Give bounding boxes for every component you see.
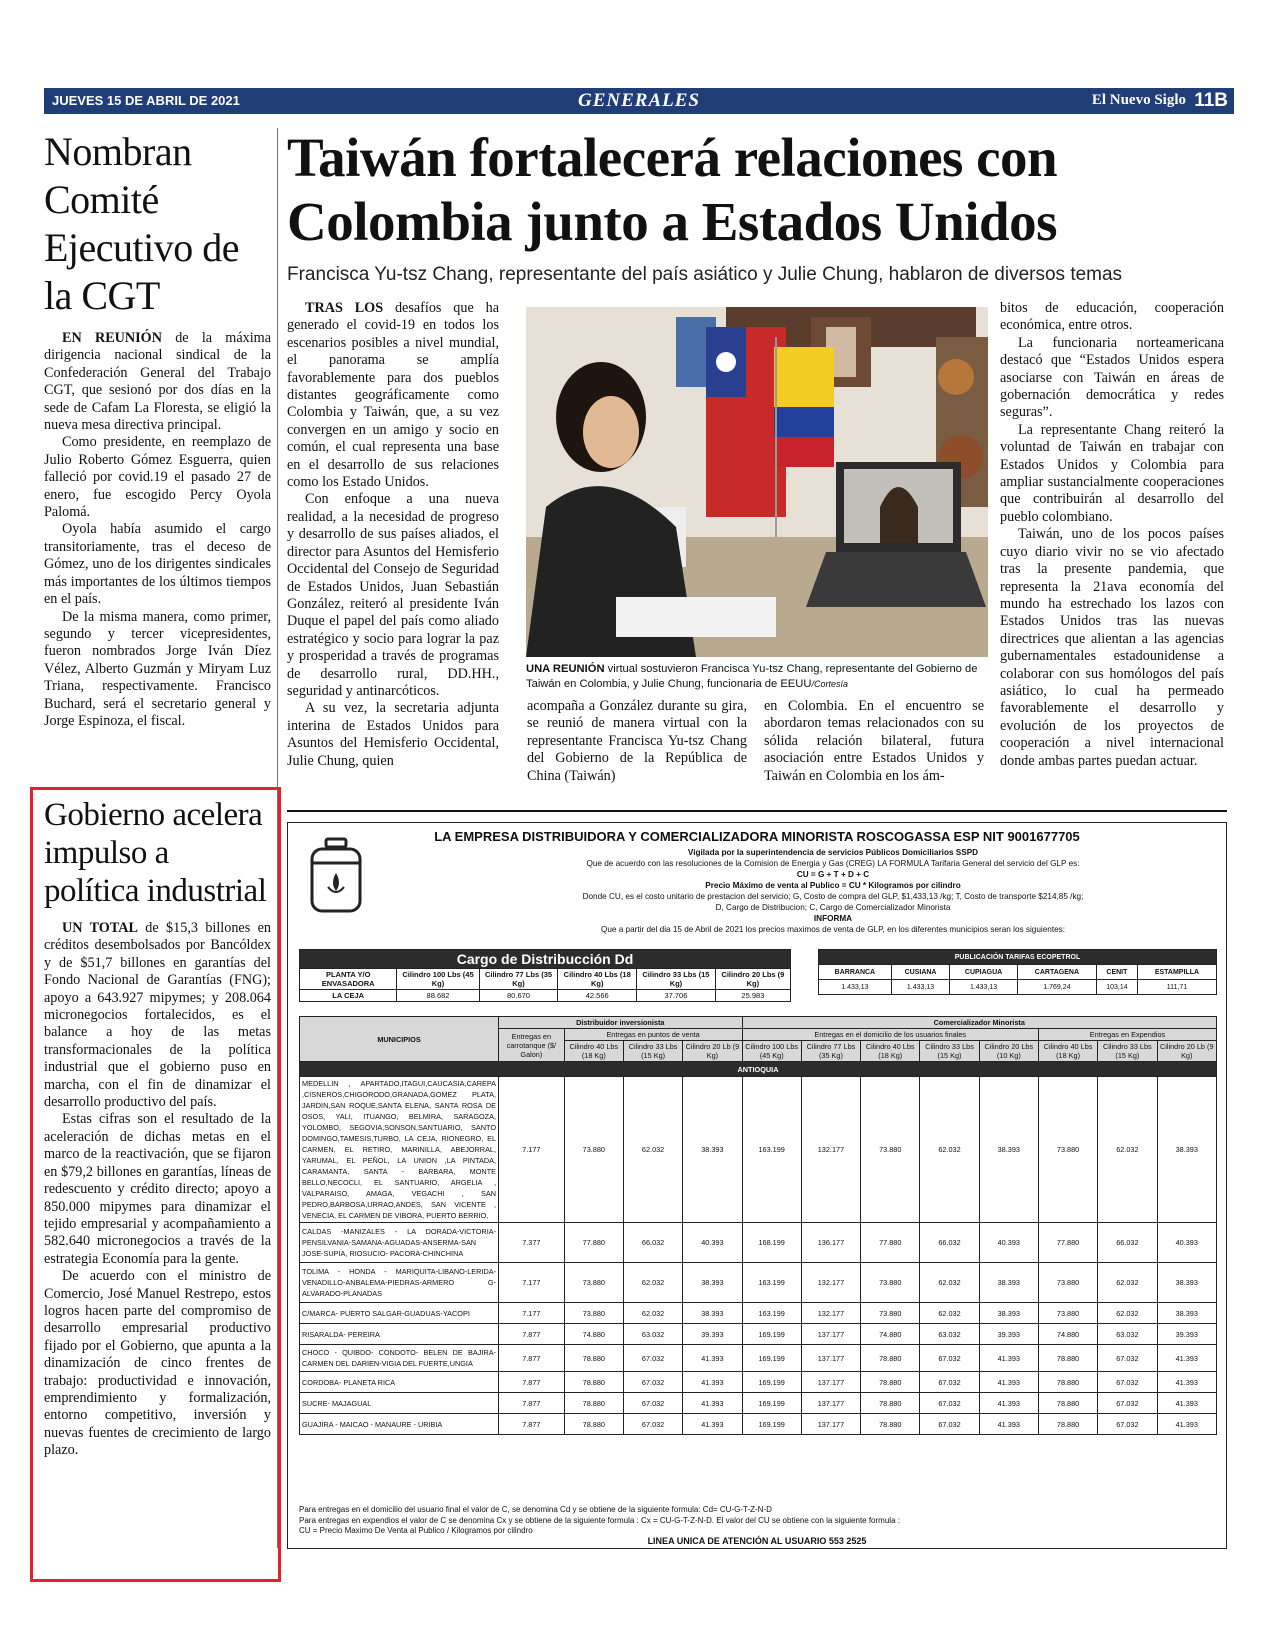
meeting-photo-illustration [526, 307, 988, 657]
price-cell: 39.393 [1157, 1324, 1217, 1345]
table-title: PUBLICACIÓN TARIFAS ECOPETROL [819, 950, 1217, 965]
municipality-cell: MEDELLIN , APARTADO,ITAGUI,CAUCASIA,CAREPA ,CISNEROS,CHIGORODO,GRANADA,GOMEZ PLATA, JARDIN,SAN ROQUE,SANTA ELENA, SANTA ROSA DE OSOS, YALI, ITUANGO, BELMIRA, SARAGOZA, YOLOMBO, SEGOVIA,SONSON,SANTUARIO, SANTO DOMINGO,TAMESIS,TURBO, LA CEJA, RIONEGRO, EL CARMEN, EL RETIRO, MARINILLA, ABEJORRAL, YARUMAL, EL PEÑOL, LA UNION ,LA PINTADA, CARAMANTA, SANTA - BARBARA, MONTE BELLO,NECOCLI, EL SANTUARIO, ARGELIA , VALPARAISO, AMAGA, VEGACHI , SAN PEDRO,BARBOSA,URRAO,ANDES, SAN VICENTE , VENECIA, EL CARMEN DE VIBORA, PUERTO BERRIO, [300, 1077, 499, 1223]
table-row [300, 1303, 1217, 1324]
notice-line: Que a partir del dia 15 de Abril de 2021 los precios maximos de venta de GLP, en los diferentes municipios seran los siguientes: [600, 925, 1066, 934]
price-cell: 7.877 [499, 1414, 565, 1435]
table-row [300, 1414, 1217, 1435]
paragraph: desafíos que ha generado el covid-19 en todos los escenarios posibles a nivel mundial, el panorama se amplía favorablemente para dos pueblos distantes geográficamente como Colombia y Taiwán, que, a su vez convergen en un amigo y socio en común, el cual representa una base en el desarrollo de sus relaciones como los Estado Unidos. [287, 300, 500, 491]
page-number: 11B [1194, 90, 1228, 111]
price-cell: 41.393 [979, 1414, 1038, 1435]
price-cell: 7.877 [499, 1324, 565, 1345]
customer-service-line: LINEA UNICA DE ATENCIÓN AL USUARIO 553 2525 [647, 1536, 867, 1546]
price-cell: 137.177 [801, 1324, 860, 1345]
price-cell: 40.393 [1157, 1223, 1217, 1263]
price-cell: 77.880 [564, 1223, 623, 1263]
table-row [300, 1077, 1217, 1223]
lead-word: EN REUNIÓN [62, 330, 162, 346]
price-cell: 7.377 [499, 1223, 565, 1263]
price-cell: 39.393 [979, 1324, 1038, 1345]
table-cell: 111,71 [1137, 980, 1216, 995]
formula-line: CU = G + T + D + C [796, 870, 870, 879]
paragraph: acompaña a González durante su gira, se reunió de manera virtual con la representante Francisca Yu-tsz Chang del Gobierno de la República de China (Taiwán) [527, 698, 747, 784]
lead-word: TRAS LOS [305, 300, 384, 316]
column-header: Cilindro 40 Lbs (18 Kg) [1038, 1041, 1097, 1062]
price-cell: 78.880 [564, 1393, 623, 1414]
price-cell: 73.880 [564, 1263, 623, 1303]
price-cell: 62.032 [1098, 1263, 1157, 1303]
table-header-row [300, 969, 791, 990]
price-cell: 136.177 [801, 1223, 860, 1263]
column-header: Cilindro 40 Lbs (18 Kg) [861, 1041, 920, 1062]
column-header: ESTAMPILLA [1137, 965, 1216, 980]
price-cell: 38.393 [979, 1077, 1038, 1223]
main-subhead: Francisca Yu-tsz Chang, representante del país asiático y Julie Chung, hablaron de diversos temas [287, 264, 1123, 285]
column-header: Cilindro 77 Lbs (35 Kg) [479, 969, 558, 990]
price-cell: 137.177 [801, 1345, 860, 1372]
column-header: Cilindro 40 Lbs (18 Kg) [564, 1041, 623, 1062]
price-cell: 62.032 [1098, 1077, 1157, 1223]
price-cell: 38.393 [1157, 1077, 1217, 1223]
section-rule [287, 810, 1227, 812]
price-cell: 62.032 [623, 1263, 682, 1303]
price-cell: 38.393 [683, 1303, 742, 1324]
price-cell: 78.880 [1038, 1372, 1097, 1393]
price-cell: 78.880 [861, 1414, 920, 1435]
price-cell: 41.393 [1157, 1414, 1217, 1435]
table-row [819, 980, 1217, 995]
price-cell: 77.880 [861, 1223, 920, 1263]
gas-tariff-notice [287, 822, 1227, 1549]
photo-credit: /Cortesía [811, 679, 848, 689]
price-cell: 67.032 [1098, 1345, 1157, 1372]
table-cell: 1.433,13 [891, 980, 949, 995]
price-cell: 7.877 [499, 1345, 565, 1372]
table-cell: 103,14 [1096, 980, 1137, 995]
paragraph: Como presidente, en reemplazo de Julio Roberto Gómez Esguerra, quien falleció por covid.19 el pasado 27 de enero, fue escogido Percy Oyola Palomá. [44, 434, 271, 521]
lead-word: UN TOTAL [62, 920, 138, 936]
notice-title: LA EMPRESA DISTRIBUIDORA Y COMERCIALIZADORA MINORISTA ROSCOGASSA ESP NIT 9001677705 [434, 829, 1080, 844]
column-header: Cilindro 33 Lbs (15 Kg) [1098, 1041, 1157, 1062]
price-cell: 169.199 [742, 1414, 801, 1435]
main-column-2 [527, 698, 747, 785]
price-cell: 67.032 [623, 1393, 682, 1414]
table-row [300, 1393, 1217, 1414]
paragraph: bitos de educación, cooperación económica, entre otros. [1000, 300, 1224, 334]
table-row [300, 1263, 1217, 1303]
price-cell: 63.032 [1098, 1324, 1157, 1345]
price-cell: 38.393 [683, 1077, 742, 1223]
price-cell: 132.177 [801, 1263, 860, 1303]
paragraph: De la misma manera, como primer, segundo y tercer vicepresidentes, fueron nombrados Jorge Iván Díez Vélez, Alberto Guzmán y Miryam Luz Triana, respectivamente. Francisco Buchard, será el secretario general y Jorge Espinoza, el fiscal. [44, 608, 271, 729]
notice-footnotes [299, 1505, 1217, 1537]
column-header: Cilindro 20 Lbs (10 Kg) [979, 1041, 1038, 1062]
paragraph: A su vez, la secretaria adjunta interina de Estados Unidos para Asuntos del Hemisferio Occidental, Julie Chung, quien [287, 700, 499, 769]
story-cgt [44, 128, 271, 730]
price-cell: 169.199 [742, 1372, 801, 1393]
column-header: CARTAGENA [1017, 965, 1096, 980]
price-cell: 67.032 [920, 1372, 979, 1393]
table-row [300, 1345, 1217, 1372]
price-cell: 169.199 [742, 1324, 801, 1345]
section-name: GENERALES [578, 90, 700, 111]
price-cell: 38.393 [1157, 1303, 1217, 1324]
table-row [300, 1223, 1217, 1263]
price-cell: 41.393 [683, 1345, 742, 1372]
price-cell: 67.032 [1098, 1414, 1157, 1435]
column-header: BARRANCA [819, 965, 892, 980]
notice-line: Donde CU, es el costo unitario de prestacion del servicio; G, Costo de compra del GLP, $1,433,13 /kg; T, Costo de transporte $214,85 /kg; [582, 892, 1084, 901]
caption-text: virtual sostuvieron Francisca Yu-tsz Chang, representante del Gobierno de Taiwán en Colombia, y Julie Chung, funcionaria de EEUU [526, 663, 978, 690]
column-header: Entregas en carrotanque ($/ Galon) [499, 1029, 565, 1062]
price-cell: 67.032 [1098, 1372, 1157, 1393]
story-cgt-body [44, 330, 271, 730]
price-cell: 73.880 [861, 1303, 920, 1324]
ecopetrol-tariff-table [818, 949, 1217, 995]
price-cell: 7.877 [499, 1393, 565, 1414]
region-row [300, 1062, 1217, 1077]
price-cell: 7.877 [499, 1372, 565, 1393]
column-header: Cilindro 33 Lbs (15 Kg) [920, 1041, 979, 1062]
column-header: Cilindro 20 Lb (9 Kg) [1157, 1041, 1217, 1062]
story-industrial-body [44, 920, 271, 1460]
price-cell: 78.880 [1038, 1393, 1097, 1414]
caption-lead: UNA REUNIÓN [526, 663, 605, 675]
price-cell: 62.032 [623, 1303, 682, 1324]
price-cell: 78.880 [861, 1372, 920, 1393]
price-cell: 41.393 [683, 1372, 742, 1393]
municipality-cell: CALDAS -MANIZALES - LA DORADA-VICTORIA-PENSILVANIA-SAMANA-AGUADAS-ANSERMA-SAN JOSE-SUPIA, RIOSUCIO- PACORA-CHINCHINA [300, 1223, 499, 1263]
price-cell: 62.032 [920, 1303, 979, 1324]
price-cell: 67.032 [623, 1372, 682, 1393]
paragraph: Oyola había asumido el cargo transitoriamente, tras el deceso de Gómez, uno de los dirigentes sindicales más importantes de los últimos tiempos en el país. [44, 521, 271, 608]
distribution-charge-table [299, 949, 791, 1002]
price-cell: 7.177 [499, 1263, 565, 1303]
table-cell: 80.670 [479, 990, 558, 1002]
municipal-price-table [299, 1016, 1217, 1435]
price-cell: 62.032 [1098, 1303, 1157, 1324]
price-cell: 41.393 [1157, 1393, 1217, 1414]
meeting-photo [526, 307, 988, 657]
table-cell: 88.682 [397, 990, 479, 1002]
paragraph: La funcionaria norteamericana destacó que “Estados Unidos espera asociarse con Taiwán en áreas de gobernación democrática y redes seguras”. [1000, 334, 1224, 421]
price-cell: 67.032 [920, 1414, 979, 1435]
municipality-cell: TOLIMA - HONDA - MARIQUITA-LIBANO-LERIDA-VENADILLO-ANBALEMA-PIEDRAS-ARMERO G-ALVARADO-PLANADAS [300, 1263, 499, 1303]
price-cell: 67.032 [920, 1393, 979, 1414]
column-header: CENIT [1096, 965, 1137, 980]
municipality-cell: RISARALDA- PEREIRA [300, 1324, 499, 1345]
price-cell: 74.880 [1038, 1324, 1097, 1345]
story-industrial-headline: Gobierno acelera impulso a política industrial [44, 797, 267, 909]
group-header: Comercializador Minorista [742, 1017, 1216, 1029]
price-cell: 41.393 [1157, 1345, 1217, 1372]
price-cell: 67.032 [920, 1345, 979, 1372]
paragraph: La representante Chang reiteró la voluntad de Taiwán en trabajar con Estados Unidos y Colombia para ampliar sustancialmente cooperaciones que contribuirán al desarrollo del pueblo colombiano. [1000, 421, 1224, 525]
column-header: CUPIAGUA [950, 965, 1018, 980]
table-row [300, 1372, 1217, 1393]
column-header: PLANTA Y/O ENVASADORA [300, 969, 397, 990]
price-cell: 74.880 [564, 1324, 623, 1345]
paragraph: Estas cifras son el resultado de la aceleración de dichas metas en el marco de la reactivación, que se fijaron en $79,2 billones en garantías, líneas de redescuento y crédito directo; apoyo a 850.000 mipymes para dinamizar el tejido empresarial y acompañamiento a 582.640 micronegocios a través de la estrategia Economía para la gente. [44, 1111, 271, 1267]
notice-line: INFORMA [813, 914, 853, 923]
price-cell: 41.393 [979, 1345, 1038, 1372]
column-header: Cilindro 40 Lbs (18 Kg) [558, 969, 637, 990]
group-header: Entregas en Expendios [1038, 1029, 1216, 1041]
gas-cylinder-icon [306, 837, 366, 922]
photo-caption [526, 662, 988, 692]
table-cell: LA CEJA [300, 990, 397, 1002]
price-cell: 7.177 [499, 1303, 565, 1324]
price-cell: 38.393 [979, 1263, 1038, 1303]
price-cell: 78.880 [564, 1414, 623, 1435]
notice-line: D, Cargo de Distribucion; C, Cargo de Comercializador Minorista [715, 903, 951, 912]
price-cell: 78.880 [861, 1393, 920, 1414]
price-cell: 73.880 [861, 1263, 920, 1303]
price-cell: 66.032 [623, 1223, 682, 1263]
price-cell: 73.880 [1038, 1077, 1097, 1223]
table-header-row [819, 965, 1217, 980]
main-column-3 [764, 698, 984, 785]
price-cell: 169.199 [742, 1345, 801, 1372]
municipality-cell: C/MARCA- PUERTO SALGAR-GUADUAS-YACOPI [300, 1303, 499, 1324]
municipality-cell: CHOCO - QUIBDO- CONDOTO- BELEN DE BAJIRA-CARMEN DEL DARIEN-VIGIA DEL FUERTE,UNGIA [300, 1345, 499, 1372]
group-header: Distribuidor inversionista [499, 1017, 743, 1029]
issue-date: JUEVES 15 DE ABRIL DE 2021 [52, 93, 240, 108]
price-cell: 39.393 [683, 1324, 742, 1345]
table-row [300, 1324, 1217, 1345]
price-cell: 73.880 [564, 1303, 623, 1324]
price-cell: 67.032 [623, 1345, 682, 1372]
municipality-cell: GUAJIRA - MAICAO - MANAURE - URIBIA [300, 1414, 499, 1435]
price-cell: 41.393 [979, 1372, 1038, 1393]
column-header: CUSIANA [891, 965, 949, 980]
price-cell: 132.177 [801, 1077, 860, 1223]
price-cell: 38.393 [1157, 1263, 1217, 1303]
column-header: Cilindro 20 Lbs (9 Kg) [715, 969, 790, 990]
footnote: Para entregas en el domicilio del usuario final el valor de C, se denomina Cd y se obtiene de la siguiente formula: Cd= CU-G-T-Z-N-D [299, 1505, 772, 1514]
price-cell: 38.393 [683, 1263, 742, 1303]
masthead [44, 88, 1234, 114]
price-cell: 62.032 [920, 1263, 979, 1303]
price-cell: 41.393 [683, 1393, 742, 1414]
column-header: Cilindro 100 Lbs (45 Kg) [397, 969, 479, 990]
table-cell: 1.433,13 [950, 980, 1018, 995]
group-header: Entregas en puntos de venta [564, 1029, 742, 1041]
main-headline: Taiwán fortalecerá relaciones con Colombia junto a Estados Unidos [287, 127, 1058, 252]
main-column-1 [287, 300, 499, 770]
price-cell: 40.393 [683, 1223, 742, 1263]
price-cell: 41.393 [683, 1414, 742, 1435]
paragraph: de $15,3 billones en créditos desembolsados por Bancóldex y de $51,7 billones en garantías del Fondo Nacional de Garantías (FNG); apoyo a 643.927 mipymes; y 208.064 micronegocios fortalecidos, es el balance a hoy de las metas transformacionales de la política industrial que el gobierno puso en marcha, con el fin de dinamizar el desarrollo productivo del país. [44, 920, 271, 1111]
paragraph: Taiwán, uno de los pocos países cuyo diario vivir no se vio afectado tras la presente pandemia, que representa la 21ava economía del mundo ha estrechado los lazos con Estados Unidos tras las nuevas directrices que alientan a las agencias gubernamentales estadounidense a colaborar con sus homólogos del país asiático, lo cual ha permeado favorablemente el desarrollo y evolución de los proyectos de cooperación a nivel internacional donde ambas partes puedan actuar. [1000, 526, 1224, 769]
price-cell: 73.880 [861, 1077, 920, 1223]
municipality-cell: SUCRE- MAJAGUAL [300, 1393, 499, 1414]
price-cell: 66.032 [920, 1223, 979, 1263]
price-cell: 38.393 [979, 1303, 1038, 1324]
price-cell: 73.880 [1038, 1303, 1097, 1324]
main-column-4 [1000, 300, 1224, 770]
price-cell: 163.199 [742, 1077, 801, 1223]
price-cell: 137.177 [801, 1393, 860, 1414]
price-cell: 63.032 [920, 1324, 979, 1345]
table-cell: 1.769,24 [1017, 980, 1096, 995]
paragraph: De acuerdo con el ministro de Comercio, José Manuel Restrepo, estos logros hacen parte del compromiso de desarrollo empresarial productivo fijado por el Gobierno, que apunta a la dinamización de cinco frentes de trabajo: productividad e innovación, emprendimiento y formalización, entorno competitivo, inversión y nuevas fuentes de crecimiento de largo plazo. [44, 1268, 271, 1459]
price-cell: 163.199 [742, 1263, 801, 1303]
newspaper-name: El Nuevo Siglo [1091, 92, 1186, 108]
notice-line: Precio Máximo de venta al Publico = CU * Kilogramos por cilindro [705, 881, 961, 890]
price-cell: 169.199 [742, 1393, 801, 1414]
municipality-cell: CORDOBA- PLANETA RICA [300, 1372, 499, 1393]
table-title: Cargo de Distribucción Dd [300, 950, 791, 969]
price-cell: 73.880 [564, 1077, 623, 1223]
column-header: Cilindro 77 Lbs (35 Kg) [801, 1041, 860, 1062]
story-industrial [44, 796, 271, 1460]
paragraph: en Colombia. En el encuentro se abordaron temas relacionados con su sólida relación bilateral, futura asociación entre Estados Unidos y Taiwán en Colombia en los ám- [764, 698, 984, 784]
price-cell: 73.880 [1038, 1263, 1097, 1303]
region-label: ANTIOQUIA [300, 1062, 1217, 1077]
price-cell: 132.177 [801, 1303, 860, 1324]
price-cell: 7.177 [499, 1077, 565, 1223]
price-cell: 168.199 [742, 1223, 801, 1263]
table-cell: 37.706 [637, 990, 716, 1002]
table-cell: 42.566 [558, 990, 637, 1002]
column-header: Cilindro 100 Lbs (45 Kg) [742, 1041, 801, 1062]
notice-line: Vigilada por la superintendencia de servicios Públicos Domiciliarios SSPD [687, 848, 979, 857]
price-cell: 66.032 [1098, 1223, 1157, 1263]
paragraph: Con enfoque a una nueva realidad, a la necesidad de progreso y desarrollo de sus países aliados, el director para Asuntos del Hemisferio Occidental del Consejo de Seguridad de Estados Unidos, Juan Sebastián González, reiteró al presidente Iván Duque el papel del país como aliado estratégico y socio para lograr la paz y prosperidad a través de programas de desarrollo rural, DD.HH., seguridad y antinarcóticos. [287, 491, 499, 699]
footnote: Para entregas en expendios el valor de C se denomina Cx y se obtiene de la siguiente formula : Cx = CU-G-T-Z-N-D. El valor del CU se obtiene con la siguiente formula : [299, 1515, 900, 1525]
price-cell: 137.177 [801, 1414, 860, 1435]
price-cell: 67.032 [623, 1414, 682, 1435]
paragraph: de la máxima dirigencia nacional sindical de la Confederación General del Trabajo CGT, que sesionó por dos días en la sede de Cafam La Floresta, se eligió la nueva mesa directiva principal. [44, 330, 271, 434]
column-header: Cilindro 20 Lb (9 Kg) [683, 1041, 742, 1062]
notice-line: Que de acuerdo con las resoluciones de la Comision de Energia y Gas (CREG) LA FORMULA Tarifaria General del servicio del GLP es: [586, 859, 1080, 868]
price-cell: 74.880 [861, 1324, 920, 1345]
footnote: CU = Precio Maximo De Venta al Publico / Kilogramos por cilindro [299, 1526, 533, 1535]
price-cell: 62.032 [623, 1077, 682, 1223]
price-cell: 41.393 [1157, 1372, 1217, 1393]
price-cell: 41.393 [979, 1393, 1038, 1414]
group-header: Entregas en el domicilio de los usuarios finales [742, 1029, 1038, 1041]
price-cell: 78.880 [1038, 1414, 1097, 1435]
story-cgt-headline: Nombran Comité Ejecutivo de la CGT [44, 129, 240, 318]
price-cell: 77.880 [1038, 1223, 1097, 1263]
price-cell: 78.880 [1038, 1345, 1097, 1372]
column-header: Cilindro 33 Lbs (15 Kg) [637, 969, 716, 990]
price-cell: 40.393 [979, 1223, 1038, 1263]
price-cell: 78.880 [564, 1345, 623, 1372]
price-cell: 163.199 [742, 1303, 801, 1324]
price-cell: 62.032 [920, 1077, 979, 1223]
column-header: Cilindro 33 Lbs (15 Kg) [623, 1041, 682, 1062]
price-cell: 63.032 [623, 1324, 682, 1345]
table-cell: 1.433,13 [819, 980, 892, 995]
price-cell: 67.032 [1098, 1393, 1157, 1414]
column-header: MUNICIPIOS [300, 1017, 499, 1062]
table-cell: 25.983 [715, 990, 790, 1002]
price-cell: 78.880 [564, 1372, 623, 1393]
price-cell: 78.880 [861, 1345, 920, 1372]
table-row [300, 990, 791, 1002]
price-cell: 137.177 [801, 1372, 860, 1393]
